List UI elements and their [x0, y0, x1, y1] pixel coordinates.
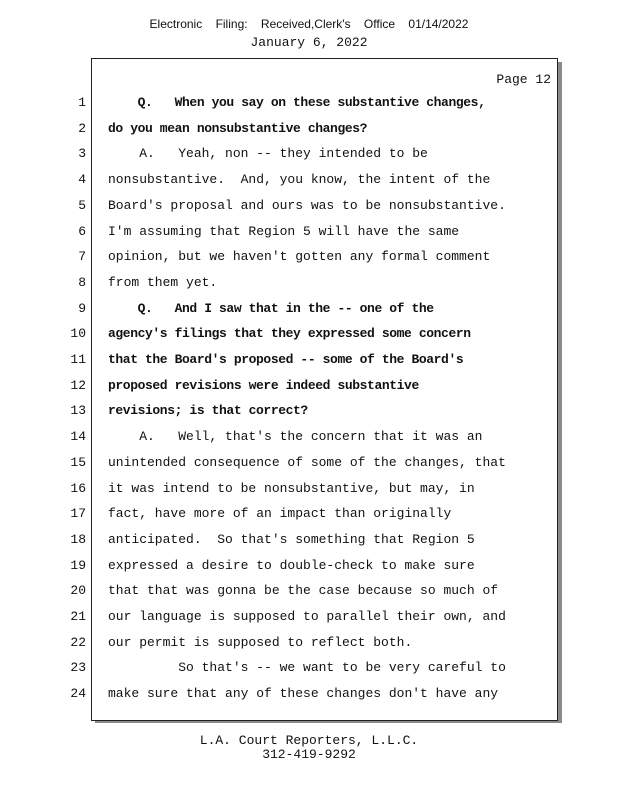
- transcript-line: nonsubstantive. And, you know, the intent of the: [108, 172, 491, 187]
- transcript-line: A. Well, that's the concern that it was an: [108, 429, 483, 444]
- stamp-word: Received,Clerk's: [260, 17, 351, 31]
- transcript-line: Board's proposal and ours was to be nonsubstantive.: [108, 198, 506, 213]
- line-number: 22: [70, 635, 86, 650]
- stamp-word: Electronic: [149, 17, 203, 31]
- transcript-line: make sure that any of these changes don't have any: [108, 686, 499, 701]
- reporter-company: L.A. Court Reporters, L.L.C.: [199, 733, 419, 748]
- transcript-line: A. Yeah, non -- they intended to be: [108, 146, 428, 161]
- transcript-line: I'm assuming that Region 5 will have the same: [108, 224, 460, 239]
- transcript-line: proposed revisions were indeed substantive: [108, 378, 419, 393]
- transcript-line: expressed a desire to double-check to make sure: [108, 558, 475, 573]
- deposition-date: January 6, 2022: [250, 35, 368, 50]
- transcript-line: unintended consequence of some of the changes, that: [108, 455, 506, 470]
- transcript-line: that the Board's proposed -- some of the Board's: [108, 352, 464, 367]
- transcript-line: it was intend to be nonsubstantive, but may, in: [108, 481, 475, 496]
- page-number: Page 12: [496, 72, 551, 87]
- transcript-line: do you mean nonsubstantive changes?: [108, 121, 368, 136]
- line-number: 21: [70, 609, 86, 624]
- line-number: 10: [70, 326, 86, 341]
- line-number: 6: [78, 224, 86, 239]
- line-number: 24: [70, 686, 86, 701]
- line-number: 23: [70, 660, 86, 675]
- line-number: 1: [78, 95, 86, 110]
- transcript-line: anticipated. So that's something that Region 5: [108, 532, 475, 547]
- line-number: 5: [78, 198, 86, 213]
- line-number: 9: [78, 301, 86, 316]
- line-number: 3: [78, 146, 86, 161]
- stamp-word: Office: [363, 17, 396, 31]
- line-number: 8: [78, 275, 86, 290]
- line-number: 12: [70, 378, 86, 393]
- transcript-line: opinion, but we haven't gotten any formal comment: [108, 249, 491, 264]
- transcript-line: fact, have more of an impact than originally: [108, 506, 452, 521]
- transcript-line: agency's filings that they expressed some concern: [108, 326, 471, 341]
- line-number: 7: [78, 249, 86, 264]
- line-number: 16: [70, 481, 86, 496]
- line-number: 11: [70, 352, 86, 367]
- filing-stamp: [0, 18, 618, 31]
- line-number: 17: [70, 506, 86, 521]
- transcript-line: So that's -- we want to be very careful to: [108, 660, 506, 675]
- reporter-phone: 312-419-9292: [262, 747, 356, 762]
- stamp-word: Filing:: [215, 17, 248, 31]
- transcript-line: from them yet.: [108, 275, 218, 290]
- stamp-word: 01/14/2022: [408, 17, 469, 31]
- transcript-line: Q. When you say on these substantive changes,: [108, 95, 486, 110]
- transcript-line: our language is supposed to parallel their own, and: [108, 609, 506, 624]
- transcript-line: revisions; is that correct?: [108, 403, 308, 418]
- line-number: 2: [78, 121, 86, 136]
- line-number: 4: [78, 172, 86, 187]
- line-number: 15: [70, 455, 86, 470]
- transcript-line: that that was gonna be the case because so much of: [108, 583, 499, 598]
- line-number: 19: [70, 558, 86, 573]
- line-number: 13: [70, 403, 86, 418]
- line-number: 14: [70, 429, 86, 444]
- line-number: 18: [70, 532, 86, 547]
- line-number: 20: [70, 583, 86, 598]
- transcript-line: Q. And I saw that in the -- one of the: [108, 301, 434, 316]
- transcript-line: our permit is supposed to reflect both.: [108, 635, 413, 650]
